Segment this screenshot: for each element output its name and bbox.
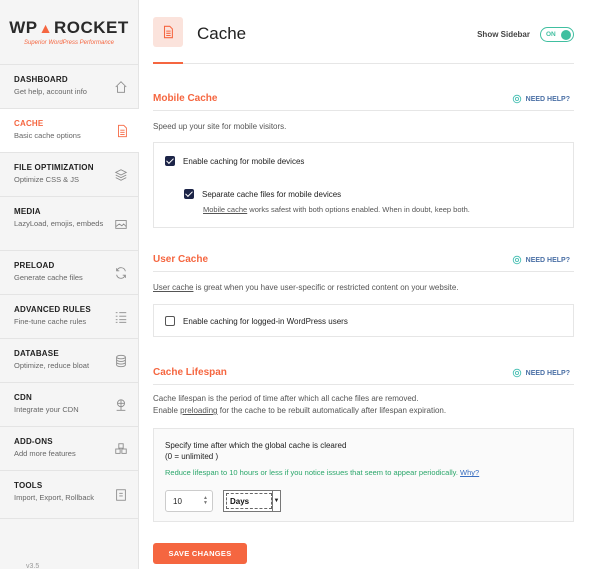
sidebar-item-dashboard[interactable] bbox=[0, 65, 138, 109]
option-label: Enable caching for mobile devices bbox=[183, 156, 305, 166]
mobile-cache-options-box bbox=[153, 142, 574, 228]
sidebar-nav bbox=[0, 64, 138, 519]
logo-wp-text: WP bbox=[9, 18, 38, 37]
lifespan-value-input[interactable] bbox=[165, 490, 213, 512]
lifebuoy-icon bbox=[512, 255, 522, 265]
sidebar-item-media[interactable] bbox=[0, 197, 138, 251]
separate-mobile-cache-group bbox=[184, 189, 563, 214]
description-text: Enable bbox=[153, 406, 181, 415]
sidebar-item-label: DASHBOARD bbox=[14, 75, 68, 84]
enable-mobile-cache-checkbox[interactable] bbox=[165, 156, 175, 166]
hint-text: Reduce lifespan to 10 hours or less if you notice issues that seem to appear periodically. bbox=[165, 468, 461, 478]
lifebuoy-icon bbox=[512, 368, 522, 378]
header-accent-underline bbox=[153, 62, 183, 64]
section-header bbox=[153, 365, 574, 385]
cache-lifespan-box bbox=[153, 428, 574, 522]
sidebar-item-label: ADD-ONS bbox=[14, 437, 53, 446]
show-sidebar-toggle[interactable] bbox=[540, 27, 574, 42]
description-line bbox=[153, 405, 574, 417]
section-description bbox=[153, 393, 574, 417]
header-divider bbox=[153, 63, 574, 64]
need-help-label: NEED HELP? bbox=[525, 95, 570, 103]
mobile-cache-doc-link[interactable]: Mobile cache bbox=[203, 205, 248, 214]
tools-icon bbox=[114, 488, 128, 502]
dropdown-arrow-icon: ▼ bbox=[272, 491, 280, 511]
sidebar-item-desc: Add more features bbox=[14, 449, 76, 458]
sidebar-item-tools[interactable] bbox=[0, 471, 138, 519]
selected-unit: Days bbox=[230, 497, 250, 506]
page-title: Cache bbox=[197, 24, 247, 43]
section-description: Speed up your site for mobile visitors. bbox=[153, 122, 287, 131]
sidebar-item-label: DATABASE bbox=[14, 349, 59, 358]
show-sidebar-label: Show Sidebar bbox=[477, 30, 530, 39]
separate-mobile-cache-option bbox=[184, 189, 563, 199]
user-cache-doc-link[interactable]: User cache bbox=[153, 283, 194, 292]
option-label: Separate cache files for mobile devices bbox=[202, 189, 342, 199]
home-icon bbox=[114, 80, 128, 94]
need-help-label: NEED HELP? bbox=[525, 369, 570, 377]
description-text: for the cache to be rebuilt automatically after lifespan expiration. bbox=[217, 406, 447, 415]
description-text: is great when you have user-specific or restricted content on your website. bbox=[193, 283, 459, 292]
logo-subtitle: Superior WordPress Performance bbox=[23, 40, 115, 46]
separate-mobile-cache-checkbox[interactable] bbox=[184, 189, 194, 199]
spinner-arrows-icon[interactable]: ▲ ▼ bbox=[203, 495, 208, 506]
toggle-knob bbox=[561, 30, 571, 40]
sidebar-item-advanced-rules[interactable] bbox=[0, 295, 138, 339]
section-header bbox=[153, 91, 574, 111]
logo-rocket-text: ROCKET bbox=[53, 18, 129, 37]
sidebar-item-desc: Basic cache options bbox=[14, 131, 81, 140]
user-cache-options-box bbox=[153, 304, 574, 337]
section-header bbox=[153, 252, 574, 272]
why-link[interactable]: Why? bbox=[460, 468, 480, 478]
rocket-icon: ▲ bbox=[38, 20, 53, 36]
mobile-cache-option bbox=[165, 156, 304, 166]
lifebuoy-icon bbox=[512, 94, 522, 104]
sidebar-item-cdn[interactable] bbox=[0, 383, 138, 427]
sidebar-item-label: ADVANCED RULES bbox=[14, 305, 91, 314]
sidebar-item-file-optimization[interactable] bbox=[0, 153, 138, 197]
sidebar-item-label: TOOLS bbox=[14, 481, 43, 490]
logo-title bbox=[9, 18, 129, 38]
sidebar-item-desc: Generate cache files bbox=[14, 273, 83, 282]
sidebar-item-database[interactable] bbox=[0, 339, 138, 383]
option-label: Enable caching for logged-in WordPress users bbox=[183, 316, 348, 326]
sidebar-item-desc: Integrate your CDN bbox=[14, 405, 79, 414]
sidebar-item-label: CACHE bbox=[14, 119, 44, 128]
layers-icon bbox=[114, 168, 128, 182]
version-label: v3.5 bbox=[26, 563, 40, 569]
lifespan-unit-select[interactable] bbox=[223, 490, 281, 512]
sidebar-item-desc: Fine-tune cache rules bbox=[14, 317, 87, 326]
database-icon bbox=[114, 354, 128, 368]
save-changes-button[interactable]: SAVE CHANGES bbox=[153, 543, 247, 564]
section-title: Mobile Cache bbox=[153, 93, 218, 104]
show-sidebar-control bbox=[477, 27, 574, 42]
page-header bbox=[153, 17, 574, 63]
sidebar-item-label: CDN bbox=[14, 393, 32, 402]
section-title: User Cache bbox=[153, 254, 209, 265]
cdn-icon bbox=[114, 398, 128, 412]
section-title: Cache Lifespan bbox=[153, 367, 227, 378]
cache-file-icon bbox=[153, 17, 183, 47]
refresh-icon bbox=[114, 266, 128, 280]
enable-logged-in-cache-checkbox[interactable] bbox=[165, 316, 175, 326]
need-help-link[interactable] bbox=[512, 255, 570, 265]
list-icon bbox=[114, 310, 128, 324]
addons-icon bbox=[114, 442, 128, 456]
sidebar-item-cache[interactable] bbox=[0, 109, 139, 153]
mobile-cache-note bbox=[203, 205, 563, 214]
mobile-cache-section bbox=[153, 91, 574, 133]
cache-lifespan-section bbox=[153, 365, 574, 417]
sidebar-item-desc: Optimize CSS & JS bbox=[14, 175, 80, 184]
sidebar-item-label: FILE OPTIMIZATION bbox=[14, 163, 94, 172]
note-text: works safest with both options enabled. When in doubt, keep both. bbox=[247, 205, 470, 214]
wp-rocket-logo[interactable] bbox=[0, 0, 138, 64]
sidebar-item-desc: Optimize, reduce bloat bbox=[14, 361, 90, 370]
need-help-link[interactable] bbox=[512, 368, 570, 378]
lifespan-label: Specify time after which the global cache is cleared bbox=[165, 441, 347, 450]
lifespan-unlimited-note: (0 = unlimited ) bbox=[165, 452, 219, 462]
sidebar-item-desc: Get help, account info bbox=[14, 87, 87, 96]
sidebar-item-add-ons[interactable] bbox=[0, 427, 138, 471]
user-cache-section bbox=[153, 252, 574, 294]
toggle-on-label: ON bbox=[546, 31, 556, 38]
preloading-link[interactable]: preloading bbox=[180, 406, 218, 415]
image-icon bbox=[114, 217, 128, 231]
lifespan-setting bbox=[165, 440, 563, 477]
input-value: 10 bbox=[173, 497, 182, 506]
sidebar-item-preload[interactable] bbox=[0, 251, 138, 295]
sidebar-item-label: MEDIA bbox=[14, 207, 41, 216]
logged-in-cache-option bbox=[165, 316, 348, 326]
file-icon bbox=[115, 124, 129, 138]
sidebar-item-label: PRELOAD bbox=[14, 261, 55, 270]
section-description bbox=[153, 282, 574, 294]
need-help-label: NEED HELP? bbox=[525, 256, 570, 264]
need-help-link[interactable] bbox=[512, 94, 570, 104]
description-line: Cache lifespan is the period of time after which all cache files are removed. bbox=[153, 394, 419, 403]
focus-outline bbox=[226, 493, 272, 509]
sidebar-item-desc: Import, Export, Rollback bbox=[14, 493, 95, 502]
main-content bbox=[139, 0, 590, 569]
sidebar bbox=[0, 0, 139, 569]
lifespan-hint bbox=[165, 468, 563, 477]
sidebar-item-desc: LazyLoad, emojis, embeds bbox=[14, 219, 104, 228]
